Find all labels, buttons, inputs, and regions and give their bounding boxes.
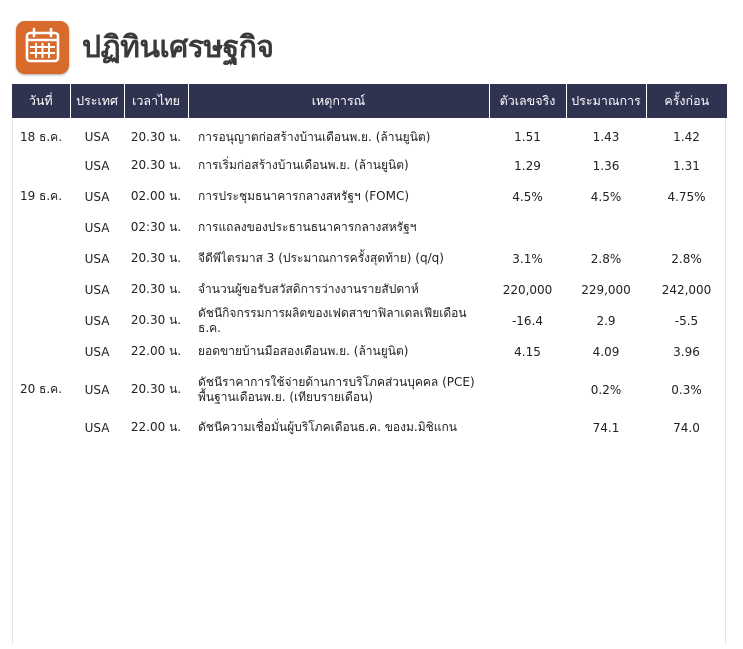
table-row	[12, 305, 727, 336]
cell-forecast: 4.5%	[590, 189, 622, 204]
calendar-icon	[16, 21, 69, 74]
cell-event: ดัชนีราคาการใช้จ่ายด้านการบริโภคส่วนบุคคล (PCE) พื้นฐานเดือนพ.ย. (เทียบรายเดือน)	[198, 374, 475, 404]
cell-time: 20.30 น.	[130, 382, 182, 396]
cell-forecast: 1.36	[592, 158, 620, 173]
cell-forecast: 2.8%	[590, 251, 622, 266]
economic-calendar-table	[12, 84, 727, 443]
cell-event: ยอดขายบ้านมือสองเดือนพ.ย. (ล้านยูนิต)	[198, 344, 409, 358]
cell-previous: 4.75%	[667, 189, 706, 204]
column-header-date: วันที่	[12, 84, 70, 118]
table-row	[12, 150, 727, 181]
cell-actual: 4.5%	[512, 189, 543, 204]
cell-actual: -16.4	[511, 313, 544, 328]
cell-country: USA	[84, 344, 110, 359]
cell-date	[12, 243, 70, 274]
cell-previous: 74.0	[673, 420, 700, 435]
cell-date: 18 ธ.ค.	[19, 129, 63, 144]
table-row	[12, 212, 727, 243]
cell-time: 02.00 น.	[130, 189, 182, 203]
column-header-thai-time: เวลาไทย	[124, 84, 188, 118]
page-header	[16, 20, 716, 74]
cell-date	[12, 412, 70, 443]
table-row	[12, 274, 727, 305]
cell-event: การแถลงของประธานธนาคารกลางสหรัฐฯ	[198, 220, 417, 234]
cell-time: 22.00 น.	[130, 420, 182, 434]
cell-previous: 1.31	[673, 158, 700, 173]
cell-previous: 1.42	[673, 130, 700, 144]
cell-time: 20.30 น.	[130, 282, 182, 296]
cell-time: 20.30 น.	[130, 251, 182, 265]
cell-previous: 2.8%	[671, 251, 702, 266]
cell-country: USA	[84, 251, 110, 266]
cell-country: USA	[84, 158, 110, 173]
cell-previous	[646, 212, 727, 243]
cell-country: USA	[84, 220, 110, 235]
cell-actual	[489, 212, 566, 243]
cell-actual: 1.51	[514, 130, 541, 144]
cell-date	[12, 336, 70, 367]
table-row	[12, 181, 727, 212]
cell-event: จำนวนผู้ขอรับสวัสดิการว่างงานรายสัปดาห์	[198, 282, 419, 296]
table-row	[12, 243, 727, 274]
cell-forecast	[566, 212, 646, 243]
cell-previous: 0.3%	[671, 382, 702, 397]
cell-previous: 3.96	[673, 344, 700, 359]
table-row	[12, 336, 727, 367]
table-header-row	[12, 84, 727, 118]
cell-previous: 242,000	[661, 282, 712, 297]
cell-date: 19 ธ.ค.	[19, 189, 63, 203]
cell-forecast: 4.09	[592, 344, 620, 359]
cell-forecast: 1.43	[592, 130, 620, 144]
column-header-country: ประเทศ	[70, 84, 124, 118]
cell-actual	[489, 367, 566, 412]
column-header-forecast: ประมาณการ	[566, 84, 646, 118]
cell-forecast: 2.9	[596, 313, 616, 328]
cell-forecast: 74.1	[592, 420, 620, 435]
cell-event: ดัชนีความเชื่อมั่นผู้บริโภคเดือนธ.ค. ของม.มิชิแกน	[198, 420, 457, 434]
cell-event: จีดีพีไตรมาส 3 (ประมาณการครั้งสุดท้าย) (q/q)	[198, 251, 444, 265]
table-row	[12, 367, 727, 412]
cell-country: USA	[84, 189, 110, 204]
page-title: ปฏิทินเศรษฐกิจ	[82, 29, 274, 65]
cell-event: การอนุญาตก่อสร้างบ้านเดือนพ.ย. (ล้านยูนิต)	[198, 129, 431, 144]
cell-actual: 1.29	[514, 158, 541, 173]
cell-time: 22.00 น.	[130, 344, 182, 358]
column-header-event: เหตุการณ์	[188, 84, 489, 118]
table-row	[12, 118, 727, 150]
cell-date: 20 ธ.ค.	[19, 382, 63, 396]
cell-country: USA	[84, 130, 110, 144]
cell-time: 20.30 น.	[130, 129, 182, 144]
cell-country: USA	[84, 313, 110, 328]
cell-forecast: 229,000	[581, 282, 631, 297]
cell-country: USA	[84, 282, 110, 297]
cell-date	[12, 212, 70, 243]
cell-date	[12, 305, 70, 336]
cell-date	[12, 274, 70, 305]
cell-country: USA	[84, 382, 110, 397]
cell-event: การประชุมธนาคารกลางสหรัฐฯ (FOMC)	[198, 189, 410, 203]
cell-actual	[489, 412, 566, 443]
column-header-actual: ตัวเลขจริง	[489, 84, 566, 118]
cell-country: USA	[84, 420, 110, 435]
cell-time: 20.30 น.	[130, 158, 182, 172]
cell-actual: 4.15	[514, 344, 541, 359]
cell-time: 02:30 น.	[130, 220, 182, 234]
cell-actual: 3.1%	[512, 251, 543, 266]
table-row	[12, 412, 727, 443]
cell-actual: 220,000	[502, 282, 553, 297]
column-header-previous: ครั้งก่อน	[646, 84, 727, 118]
cell-date	[12, 150, 70, 181]
cell-time: 20.30 น.	[130, 313, 182, 327]
cell-event: การเริ่มก่อสร้างบ้านเดือนพ.ย. (ล้านยูนิต)	[198, 158, 409, 172]
cell-forecast: 0.2%	[590, 382, 622, 397]
cell-previous: -5.5	[674, 313, 699, 328]
cell-event: ดัชนีกิจกรรมการผลิตของเฟดสาขาฟิลาเดลเฟียเดือนธ.ค.	[198, 305, 467, 335]
